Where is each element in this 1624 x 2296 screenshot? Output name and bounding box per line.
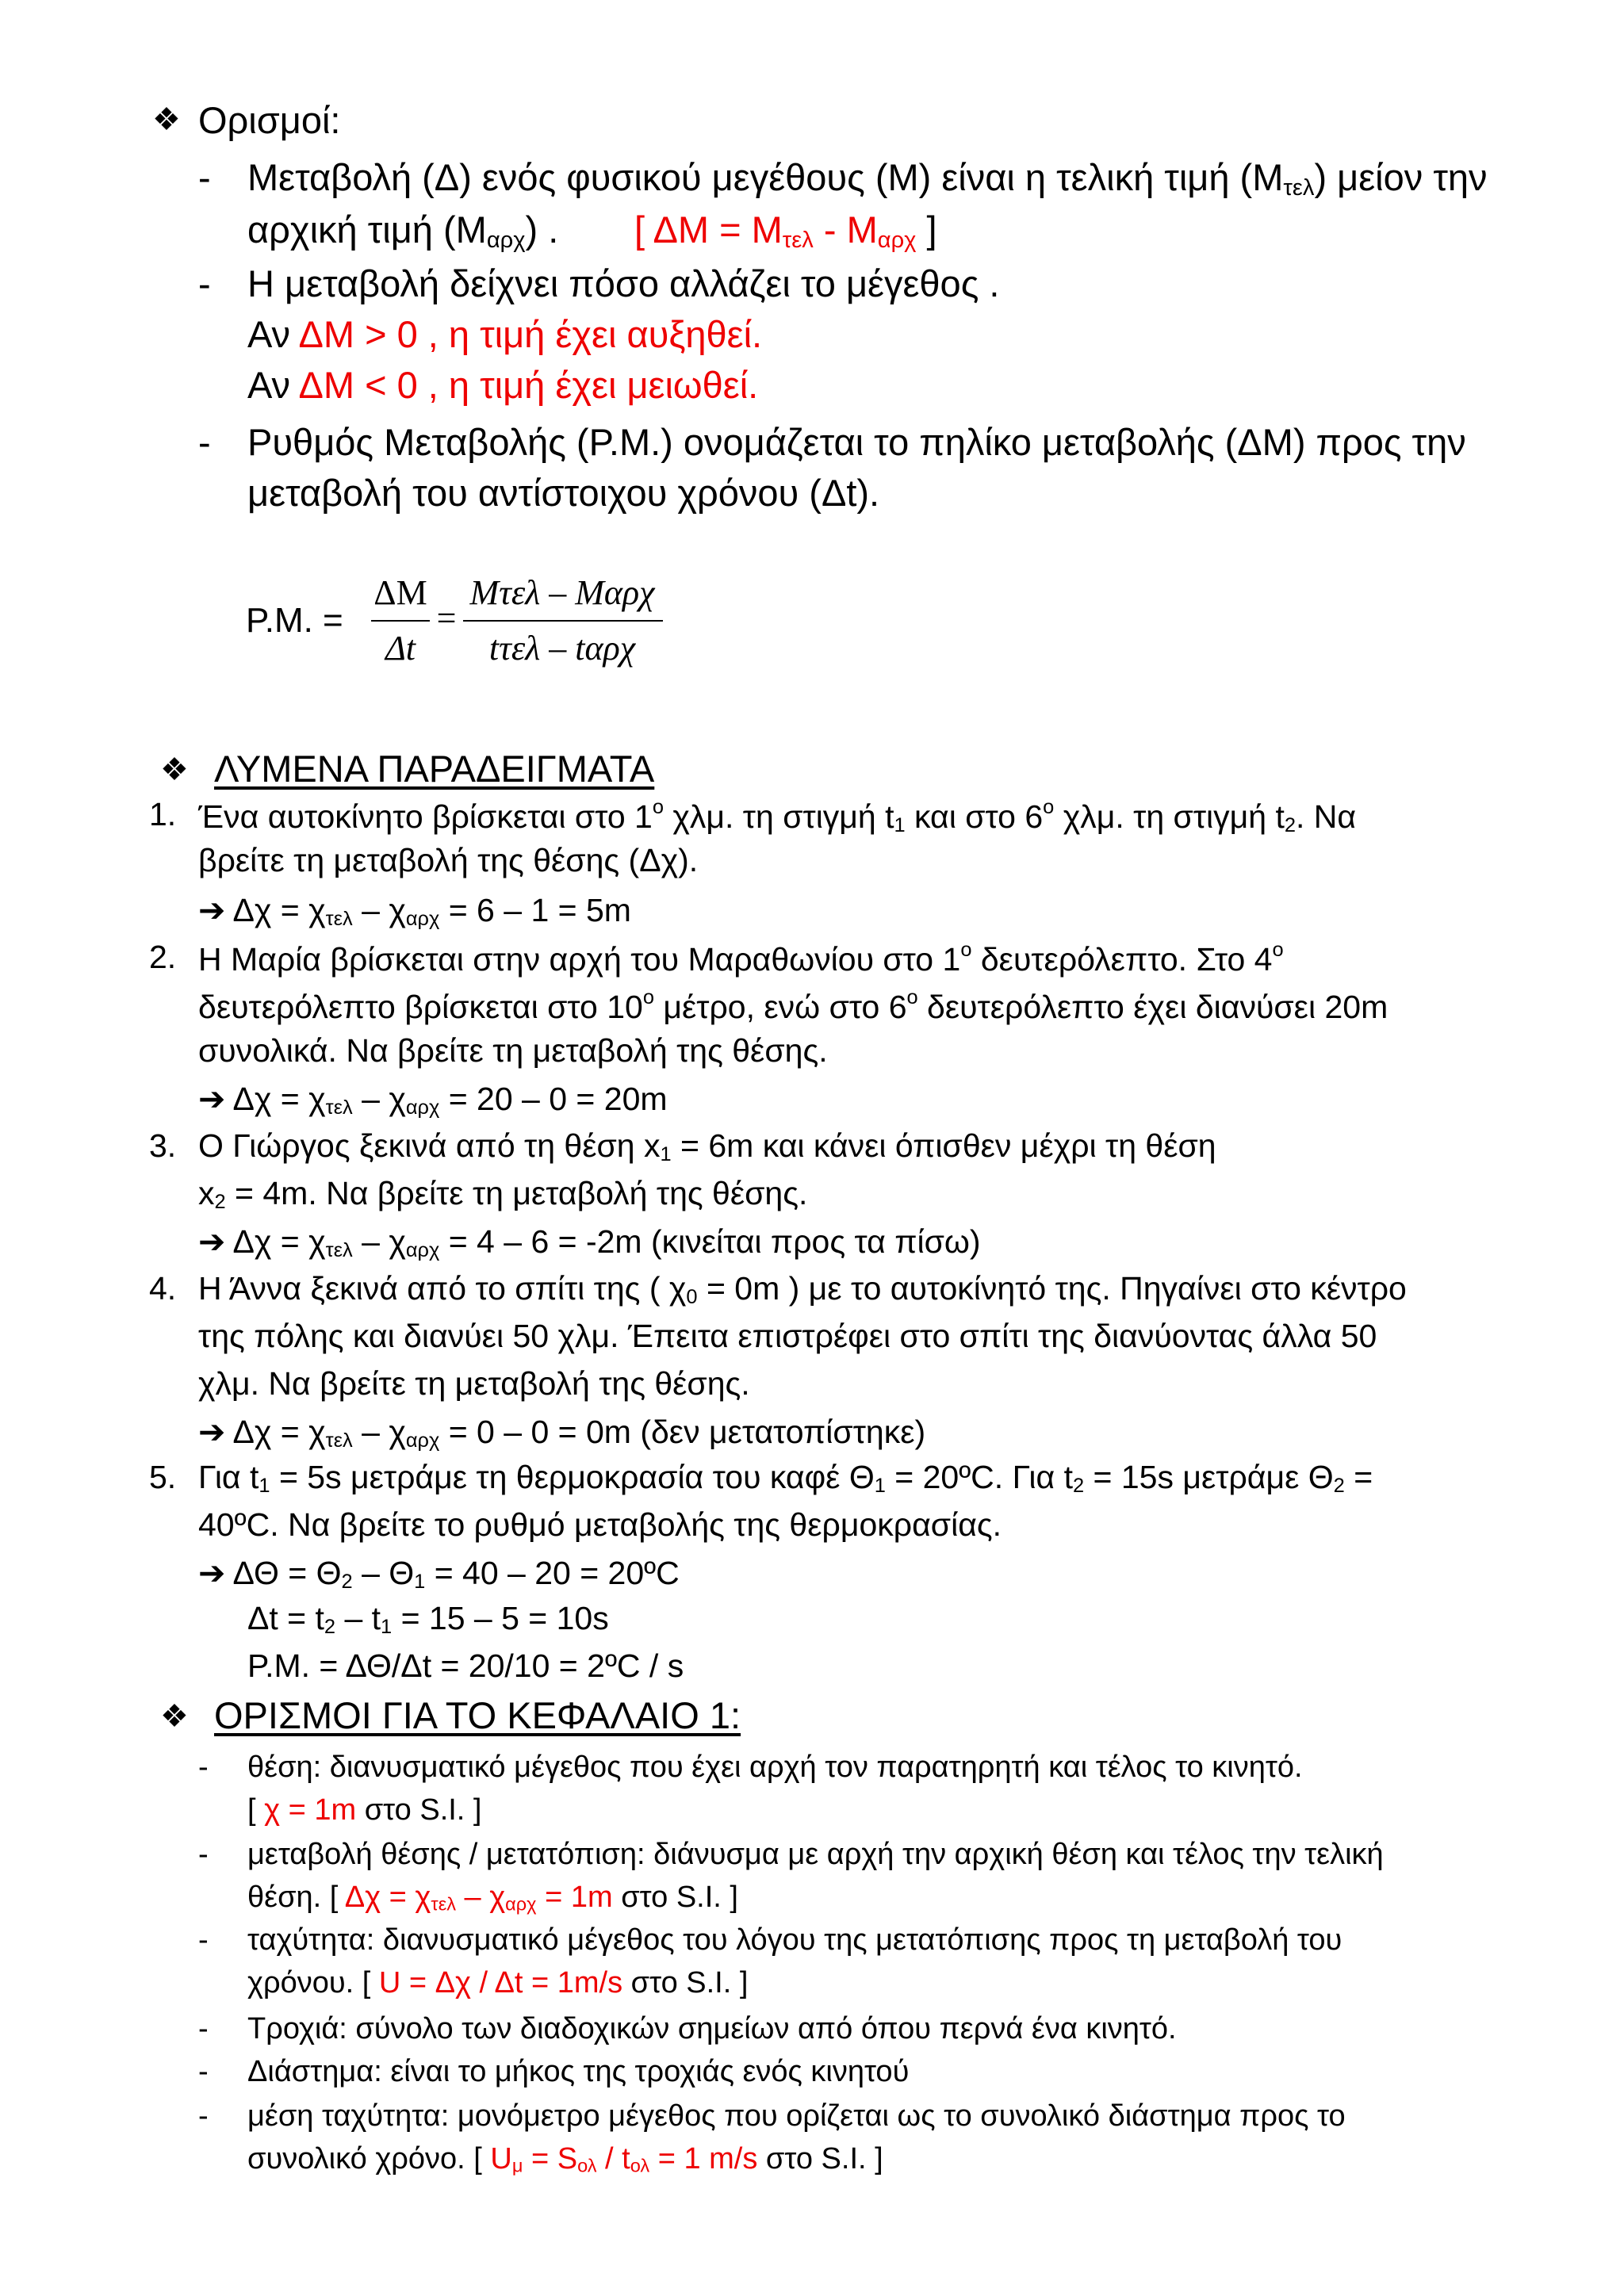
chapter-definition: θέση: διανυσματικό μέγεθος που έχει αρχή τον παρατηρητή και τέλος το κινητό. <box>247 1751 1303 1784</box>
example-answer: Ρ.Μ. = ΔΘ/Δt = 20/10 = 2ºC / s <box>247 1647 684 1684</box>
definition-formula: [ $\Delta M = M_{\tau\varepsilon\lambda} - M_{\alpha\rho\chi}$ ] <box>634 209 937 253</box>
formula-lhs: Ρ.Μ. = <box>246 601 343 640</box>
chapter-definition: [ χ = 1m στο S.I. ] <box>247 1793 482 1827</box>
dash-bullet: - <box>198 1751 209 1784</box>
example-text: x2 = 4m. Να βρείτε τη μεταβολή της θέσης. <box>198 1175 808 1214</box>
example-answer: ➔ Δχ = χτελ – χαρχ = 0 – 0 = 0m (δεν μετατοπίστηκε) <box>198 1414 926 1452</box>
dash-bullet: - <box>198 2012 209 2045</box>
dash-bullet: - <box>198 2055 209 2088</box>
example-number: 5. <box>149 1459 177 1495</box>
dash-bullet: - <box>198 262 211 304</box>
definition-line: μεταβολή του αντίστοιχου χρόνου (Δt). <box>247 472 880 514</box>
example-text: χλμ. Να βρείτε τη μεταβολή της θέσης. <box>198 1365 750 1402</box>
chapter-definition: ταχύτητα: διανυσματικό μέγεθος του λόγου της μετατόπισης προς τη μεταβολή του <box>247 1923 1342 1957</box>
definition-line: αρχική τιμή $(M_{\alpha\rho\chi})$ . <box>247 209 559 253</box>
bullet-star-icon: ❖ <box>152 102 181 137</box>
chapter-definition: Τροχιά: σύνολο των διαδοχικών σημείων από όπου περνά ένα κινητό. <box>247 2012 1177 2045</box>
definition-line: Η μεταβολή δείχνει πόσο αλλάζει το μέγεθος . <box>247 262 1000 304</box>
chapter-definition: Διάστημα: είναι το μήκος της τροχιάς ενός κινητού <box>247 2055 910 2088</box>
chapter-definition: μέση ταχύτητα: μονόμετρο μέγεθος που ορίζεται ως το συνολικό διάστημα προς το <box>247 2099 1346 2133</box>
formula-denominator: tτελ – tαρχ <box>488 629 636 668</box>
definition-line: Μεταβολή (Δ) ενός φυσικού μεγέθους (Μ) είναι η τελική τιμή $(M_{\tau\varepsilon\lambda})$ μείον την <box>247 156 1488 201</box>
example-answer: ➔ Δχ = χτελ – χαρχ = 20 – 0 = 20m <box>198 1081 668 1119</box>
example-answer: Δt = t2 – t1 = 15 – 5 = 10s <box>247 1600 609 1639</box>
chapter-definition: μεταβολή θέσης / μετατόπιση: διάνυσμα με αρχή την αρχική θέση και τέλος την τελική <box>247 1838 1384 1871</box>
definitions-heading: Ορισμοί: <box>198 99 341 141</box>
arrow-icon: ➔ <box>198 1555 226 1591</box>
example-text: δευτερόλεπτο βρίσκεται στο $10^o$ μέτρο, ενώ στο $6^o$ δευτερόλεπτο έχει διανύσει 20m <box>198 986 1388 1025</box>
formula-denominator: Δt <box>385 629 416 668</box>
example-text: συνολικά. Να βρείτε τη μεταβολή της θέσης. <box>198 1032 828 1069</box>
dash-bullet: - <box>198 1838 209 1871</box>
example-text: Η Μαρία βρίσκεται στην αρχή του Μαραθωνίου στο $1^o$ δευτερόλεπτο. Στο $4^o$ <box>198 939 1284 978</box>
bullet-star-icon: ❖ <box>160 1699 189 1734</box>
chapter-definition: θέση. [ $\Delta\chi = \chi_{\tau\varepsilon\lambda} - \chi_{\alpha\rho\chi} = 1m$ στο S.I. ] <box>247 1881 738 1915</box>
bullet-star-icon: ❖ <box>160 752 189 787</box>
example-number: 4. <box>149 1270 177 1307</box>
example-text: 40ºC. Να βρείτε το ρυθμό μεταβολής της θερμοκρασίας. <box>198 1506 1002 1543</box>
chapter-definition: χρόνου. [ U = Δχ / Δt = 1m/s στο S.I. ] <box>247 1966 749 1999</box>
example-text: της πόλης και διανύει 50 χλμ. Έπειτα επιστρέφει στο σπίτι της διανύοντας άλλα 50 <box>198 1318 1377 1354</box>
chapter-definition: συνολικό χρόνο. [ $U_\mu = S_{o\lambda} / t_{o\lambda} = 1$ m/s στο S.I. ] <box>247 2142 883 2176</box>
formula-numerator: ΔΜ <box>373 573 427 612</box>
examples-heading: ΛΥΜΕΝΑ ΠΑΡΑΔΕΙΓΜΑΤΑ <box>214 748 655 790</box>
dash-bullet: - <box>198 156 211 198</box>
example-text: Ο Γιώργος ξεκινά από τη θέση x1 = 6m και κάνει όπισθεν μέχρι τη θέση <box>198 1127 1216 1166</box>
arrow-icon: ➔ <box>198 1223 226 1260</box>
example-text: Για t1 = 5s μετράμε τη θερμοκρασία του καφέ Θ1 = 20ºC. Για t2 = 15s μετράμε Θ2 = <box>198 1459 1373 1498</box>
example-answer: ➔ ΔΘ = Θ2 – Θ1 = 40 – 20 = 20ºC <box>198 1555 680 1594</box>
fraction-bar <box>371 620 430 622</box>
arrow-icon: ➔ <box>198 892 226 928</box>
dash-bullet: - <box>198 2099 209 2133</box>
example-text: Ένα αυτοκίνητο βρίσκεται στο $1^o$ χλμ. τη στιγμή t1 και στο $6^o$ χλμ. τη στιγμή t2. Να <box>198 796 1357 836</box>
chapter-heading: ΟΡΙΣΜΟΙ ΓΙΑ ΤΟ ΚΕΦΑΛΑΙΟ 1: <box>214 1694 741 1736</box>
formula-equals: = <box>436 599 457 637</box>
dash-bullet: - <box>198 421 211 463</box>
fraction-bar <box>463 620 663 622</box>
definition-line: Ρυθμός Μεταβολής (Ρ.Μ.) ονομάζεται το πηλίκο μεταβολής (ΔΜ) προς την <box>247 421 1466 463</box>
example-number: 3. <box>149 1127 177 1164</box>
definition-line: Αν ΔΜ > 0 , η τιμή έχει αυξηθεί. <box>247 313 763 355</box>
example-text: βρείτε τη μεταβολή της θέσης (Δχ). <box>198 842 699 878</box>
definition-line: Αν ΔΜ < 0 , η τιμή έχει μειωθεί. <box>247 364 759 406</box>
arrow-icon: ➔ <box>198 1414 226 1450</box>
dash-bullet: - <box>198 1923 209 1957</box>
example-answer: ➔ Δχ = χτελ – χαρχ = 6 – 1 = 5m <box>198 892 631 931</box>
formula-numerator: Μτελ – Μαρχ <box>469 573 655 612</box>
arrow-icon: ➔ <box>198 1081 226 1117</box>
example-answer: ➔ Δχ = χτελ – χαρχ = 4 – 6 = -2m (κινείται προς τα πίσω) <box>198 1223 981 1262</box>
example-text: Η Άννα ξεκινά από το σπίτι της ( χ0 = 0m ) με το αυτοκίνητό της. Πηγαίνει στο κέντρο <box>198 1270 1407 1309</box>
example-number: 1. <box>149 796 177 832</box>
example-number: 2. <box>149 939 177 975</box>
